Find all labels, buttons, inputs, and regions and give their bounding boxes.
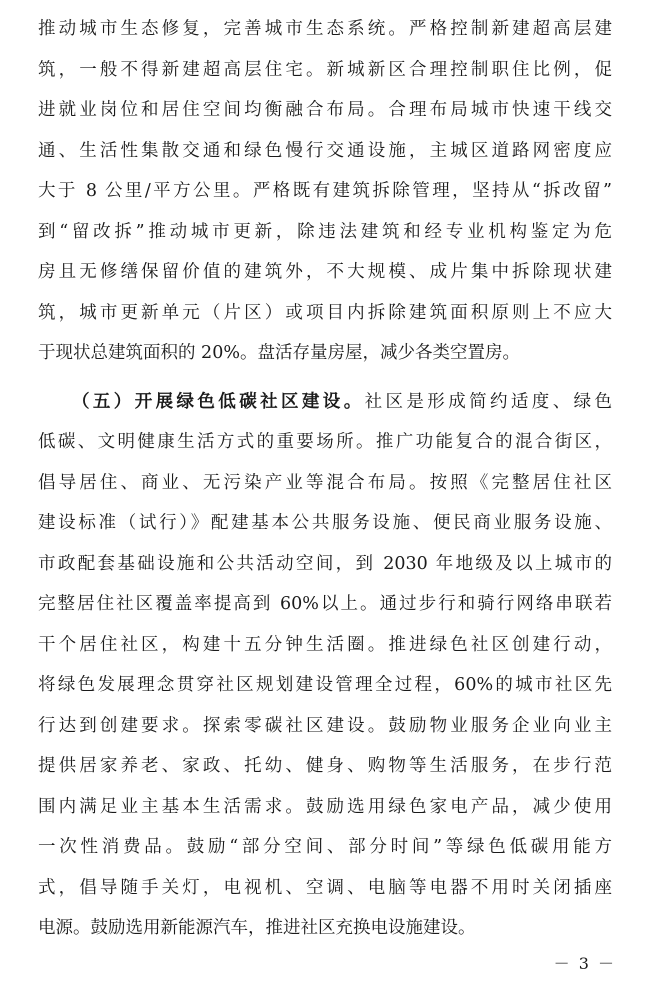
paragraph-line: 电源。鼓励选用新能源汽车，推进社区充换电设施建设。 [38, 918, 476, 938]
paragraph-line: 到“留改拆”推动城市更新，除违法建筑和经专业机构鉴定为危 [38, 222, 612, 242]
paragraph-line: 低碳、文明健康生活方式的重要场所。推广功能复合的混合街区， [38, 432, 612, 452]
section-heading: （五）开展绿色低碳社区建设。 [72, 392, 365, 412]
paragraph-line: 倡导居住、商业、无污染产业等混合布局。按照《完整居住社区 [38, 473, 612, 493]
paragraph-line: 于现状总建筑面积的 20%。盘活存量房屋，减少各类空置房。 [38, 343, 520, 363]
paragraph-line: 房且无修缮保留价值的建筑外，不大规模、成片集中拆除现状建 [38, 262, 612, 282]
paragraph-line: 围内满足业主基本生活需求。鼓励选用绿色家电产品，减少使用 [38, 797, 612, 817]
paragraph-line: 筑，一般不得新建超高层住宅。新城新区合理控制职住比例，促 [38, 60, 612, 80]
paragraph-line: 筑，城市更新单元（片区）或项目内拆除建筑面积原则上不应大 [38, 303, 612, 323]
paragraph-line: 将绿色发展理念贯穿社区规划建设管理全过程，60%的城市社区先 [38, 675, 612, 695]
paragraph-line: 市政配套基础设施和公共活动空间，到 2030 年地级及以上城市的 [38, 554, 612, 574]
paragraph-line: 完整居住社区覆盖率提高到 60%以上。通过步行和骑行网络串联若 [38, 594, 612, 614]
paragraph-line: 通、生活性集散交通和绿色慢行交通设施，主城区道路网密度应 [38, 141, 612, 161]
paragraph-line: 建设标准（试行）》配建基本公共服务设施、便民商业服务设施、 [38, 513, 612, 533]
paragraph-line: 一次性消费品。鼓励“部分空间、部分时间”等绿色低碳用能方 [38, 837, 612, 857]
paragraph-line: 行达到创建要求。探索零碳社区建设。鼓励物业服务企业向业主 [38, 716, 612, 736]
paragraph-line: 推动城市生态修复，完善城市生态系统。严格控制新建超高层建 [38, 19, 612, 39]
paragraph-line: 干个居住社区，构建十五分钟生活圈。推进绿色社区创建行动， [38, 635, 612, 655]
paragraph-line: 大于 8 公里/平方公里。严格既有建筑拆除管理，坚持从“拆改留” [38, 181, 612, 201]
page-number: － 3 － [553, 954, 616, 973]
paragraph-line: 式，倡导随手关灯，电视机、空调、电脑等电器不用时关闭插座 [38, 878, 612, 898]
paragraph-line: 提供居家养老、家政、托幼、健身、购物等生活服务，在步行范 [38, 756, 612, 776]
section-heading-line [72, 387, 612, 417]
section-heading-continuation: 社区是形成简约适度、绿色 [364, 392, 612, 412]
paragraph-line: 进就业岗位和居住空间均衡融合布局。合理布局城市快速干线交 [38, 100, 612, 120]
